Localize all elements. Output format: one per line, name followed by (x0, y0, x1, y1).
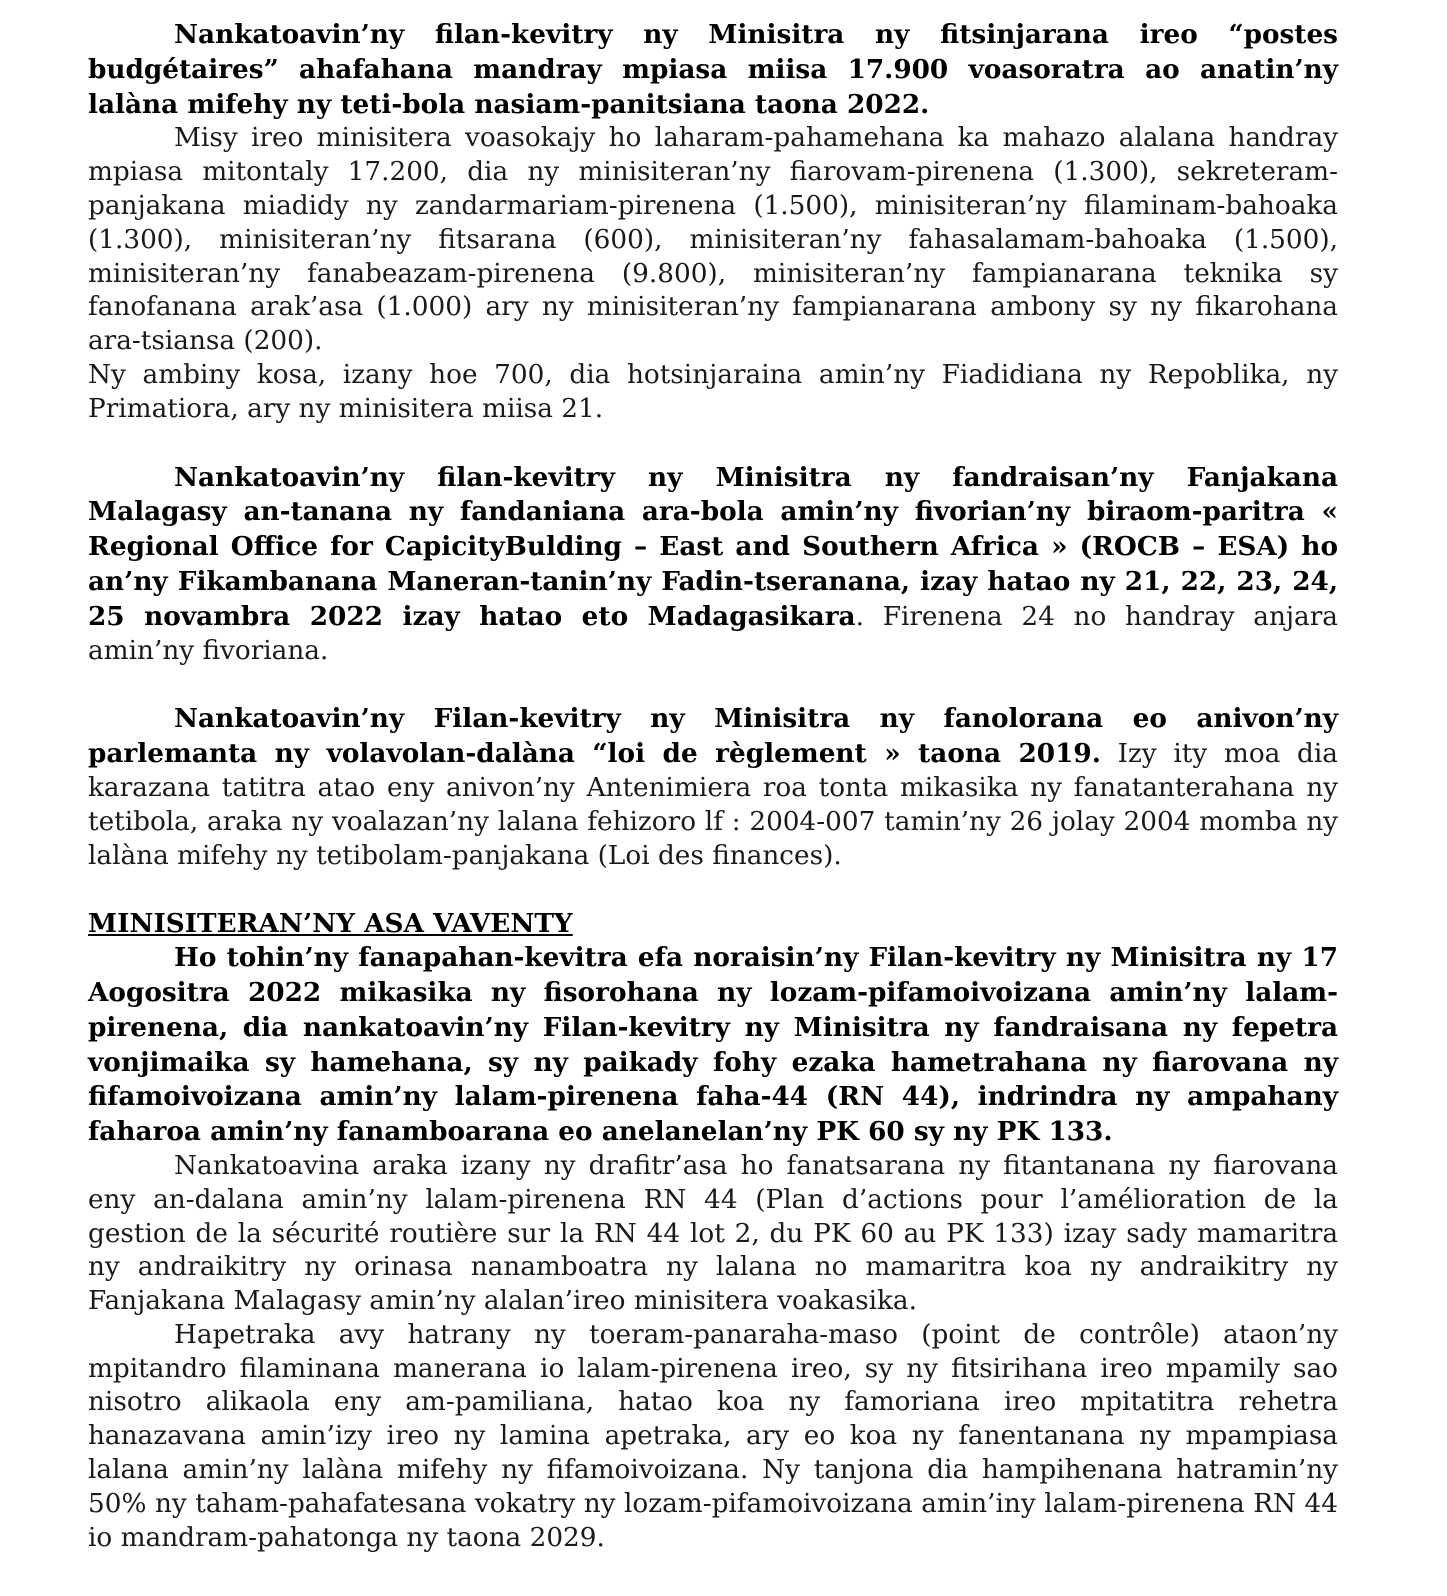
decision-rn44: Ho tohin’ny fanapahan-kevitra efa noraisin’ny Filan-kevitry ny Minisitra ny 17 Aogositra 2022 mikasika ny fisorohana ny lozam-pifamoivoizana amin’ny lalam-pirenena, dia nankatoavin’ny Filan-kevitry ny Minisitra ny fandraisana ny fepetra vonjimaika sy hamehana, sy ny paikady fohy ezaka hametrahana ny fiarovana ny fifamoivoizana amin’ny lalam-pirenena faha-44 (RN 44), indrindra ny ampahany faharoa amin’ny fanamboarana eo anelanelan’ny PK 60 sy ny PK 133. (88, 942, 1338, 1148)
document-page (88, 18, 1338, 1555)
paragraph-rn44-plan: Nankatoavina araka izany ny drafitr’asa ho fanatsarana ny fitantanana ny fiarovana eny an-dalana amin’ny lalam-pirenena RN 44 (Plan d’actions pour l’amélioration de la gestion de la sécurité routière sur la RN 44 lot 2, du PK 60 au PK 133) izay sady mamaritra ny andraikitry ny orinasa nanamboatra ny lalana no mamaritra koa ny andraikitry ny Fanjakana Malagasy amin’ny alalan’ireo minisitera voakasika. (88, 1150, 1338, 1317)
loi-de-reglement-detail: Izy ity moa dia karazana tatitra atao eny anivon’ny Antenimiera roa tonta mikasika ny fanatanterahana ny tetibola, araka ny voalazan’ny lalana fehizoro lf : 2004-007 tamin’ny 26 jolay 2004 momba ny lalàna mifehy ny tetibolam-panjakana (Loi des finances). (88, 739, 1338, 871)
section-spacer (88, 668, 1338, 702)
paragraph-priority-ministries: Misy ireo minisitera voasokajy ho laharam-pahamehana ka mahazo alalana handray mpiasa mitontaly 17.200, dia ny minisiteran’ny fiarovam-pirenena (1.300), sekreteram-panjakana miadidy ny zandarmariam-pirenena (1.500), minisiteran’ny filaminam-bahoaka (1.300), minisiteran’ny fitsarana (600), minisiteran’ny fahasalamam-bahoaka (1.500), minisiteran’ny fanabeazam-pirenena (9.800), minisiteran’ny fampianarana teknika sy fanofanana arak’asa (1.000) ary ny minisiteran’ny fampianarana ambony sy ny fikarohana ara-tsiansa (200). (88, 123, 1338, 357)
paragraph-rn44-measures: Hapetraka avy hatrany ny toeram-panaraha-maso (point de contrôle) ataon’ny mpitandro filaminana manerana io lalam-pirenena ireo, sy ny fitsirihana ireo mpamily sao nisotro alikaola eny am-pamiliana, hatao koa ny famoriana ireo mpitatitra rehetra hanazavana amin’izy ireo ny lamina apetraka, ary eo koa ny fanentanana ny mpampiasa lalana amin’ny lalàna mifehy ny fifamoivoizana. Ny tanjona dia hampihenana hatramin’ny 50% ny taham-pahafatesana vokatry ny lozam-pifamoivoizana amin’iny lalam-pirenena RN 44 io mandram-pahatonga ny taona 2029. (88, 1319, 1338, 1553)
decision-loi-de-reglement: Nankatoavin’ny Filan-kevitry ny Minisitra ny fanolorana eo anivon’ny parlemanta ny volavolan-dalàna “loi de règlement » taona 2019. (88, 703, 1338, 770)
paragraph-rn44-decision (88, 941, 1338, 1150)
section-spacer (88, 427, 1338, 461)
rocb-esa-detail: . Firenena 24 no handray anjara amin’ny fivoriana. (88, 601, 1338, 666)
paragraph-loi-de-reglement (88, 702, 1338, 873)
paragraph-remaining-posts: Ny ambiny kosa, izany hoe 700, dia hotsinjaraina amin’ny Fiadidiana ny Repoblika, ny Primatiora, ary ny minisitera miisa 21. (88, 359, 1338, 424)
paragraph-rocb-esa (88, 461, 1338, 669)
decision-rocb-esa: Nankatoavin’ny filan-kevitry ny Minisitra ny fandraisan’ny Fanjakana Malagasy an-tanana ny fandaniana ara-bola amin’ny fivorian’ny biraom-paritra « Regional Office for CapicityBulding – East and Southern Africa » (ROCB – ESA) ho an’ny Fikambanana Maneran-tanin’ny Fadin-tseranana, izay hatao ny 21, 22, 23, 24, 25 novambra 2022 izay hatao eto Madagasikara (88, 461, 1338, 632)
section-heading-public-works: MINISITERAN’NY ASA VAVENTY (88, 908, 573, 940)
decision-budget-posts: Nankatoavin’ny filan-kevitry ny Minisitra ny fitsinjarana ireo “postes budgétaires” ahafahana mandray mpiasa miisa 17.900 voasoratra ao anatin’ny lalàna mifehy ny teti-bola nasiam-panitsiana taona 2022. (88, 19, 1338, 120)
section-spacer (88, 873, 1338, 907)
paragraph-budget-posts (88, 18, 1338, 122)
